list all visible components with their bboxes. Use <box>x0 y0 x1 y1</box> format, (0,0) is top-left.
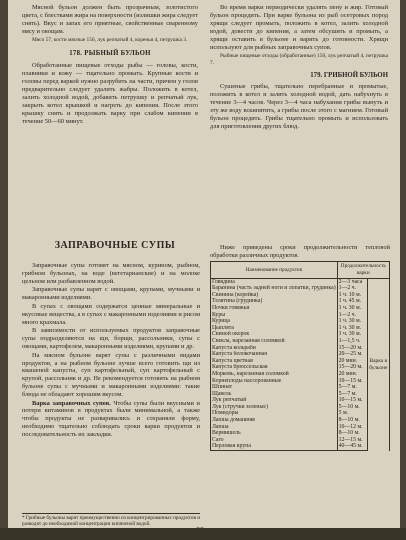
table-row <box>211 358 390 365</box>
table-row <box>211 298 390 305</box>
meat-broth-paragraph: Мясной бульон должен быть прозрачным, золотистого цвета, с блестками жира на поверхности (излишки жира следует снять). Вкус и запах его приятные, свойственные сваренному мясу и овощам. <box>22 4 198 35</box>
duration-cell: 12—15 м. <box>337 437 367 444</box>
table-note-cell: Варка в бульоне <box>367 278 389 450</box>
product-cell: Свинина (корейка) <box>211 292 338 299</box>
table-row <box>211 437 390 444</box>
footnote: * Грибные бульоны варят преимущественно из концентрированных продуктов и разводят до необходимой концентрации кипяченой водой. <box>22 515 200 528</box>
table-row <box>211 285 390 292</box>
product-cell: Капуста брюссельская <box>211 364 338 371</box>
fish-broth-paragraph: Обработанные пищевые отходы рыбы — головы, кости, плавники и кожу — тщательно промыть. Крупные кости и головы перед варкой нужно разрубить на части, причем у голов предварительно следует удалить жабры. Положить в котел, залить холодной водой, добавить петрушку и репчатый лук, закрыть котел крышкой и нагреть до кипения. После этого крышку снять и продолжать варку при слабом кипении в течение 50—60 минут. <box>22 61 198 125</box>
table-row <box>211 364 390 371</box>
table-row <box>211 384 390 391</box>
product-cell: Капуста белокочанная <box>211 351 338 358</box>
duration-cell: 15—20 м. <box>337 345 367 352</box>
duration-cell: 1 ч. 30 м. <box>337 305 367 312</box>
product-cell: Говядина <box>211 278 338 285</box>
product-cell: Корнеплоды пассерованные <box>211 378 338 385</box>
table-row <box>211 345 390 352</box>
book-page <box>8 0 400 540</box>
product-cell: Баранина (часть задней ноги и лопатки, грудинка) <box>212 285 336 292</box>
duration-cell: 5—10 м. <box>337 404 367 411</box>
product-cell: Капуста цветная <box>211 358 338 365</box>
table-row <box>211 417 390 424</box>
duration-cell: 1—2 ч. <box>337 285 367 292</box>
product-cell: Лук репчатый <box>211 397 338 404</box>
right-body-column <box>210 244 390 451</box>
table-row <box>211 371 390 378</box>
product-cell: Почки говяжьи <box>211 305 338 312</box>
table-row <box>211 292 390 299</box>
body-paragraph: Варка заправочных супов. Чтобы супы были вкусными и потери витаминов в продуктах были минимальной, а также чтобы продукты не разваривались и сохраняли форму, необходимо тщательно соблюдать сроки варки продуктов и последовательность их закладки. <box>22 399 200 438</box>
table-row <box>211 424 390 431</box>
product-cell: Лапша домашняя <box>211 417 338 424</box>
duration-cell: 5—7 м. <box>337 391 367 398</box>
product-cell: Перловая крупа <box>211 443 338 450</box>
product-cell: Капуста кольраби <box>211 345 338 352</box>
cooking-time-table <box>210 261 390 451</box>
duration-cell: 1 ч. 30 м. <box>337 318 367 325</box>
section-title: ЗАПРАВОЧНЫЕ СУПЫ <box>54 240 176 251</box>
duration-cell: 20—25 м. <box>337 351 367 358</box>
duration-cell: 8—10 м. <box>337 430 367 437</box>
table-row <box>211 404 390 411</box>
duration-cell: 5—7 м. <box>337 384 367 391</box>
duration-cell: 1—1,5 ч. <box>337 338 367 345</box>
table-row <box>211 325 390 332</box>
duration-cell: 10—15 м. <box>337 397 367 404</box>
product-cell: Морковь, нарезанная соломкой <box>211 371 338 378</box>
norm-line: Мясо 57, кости мясные 150, лук репчатый 4, коренья 4, петрушка 3. <box>32 37 188 43</box>
table-row <box>211 318 390 325</box>
product-cell: Помидоры <box>211 410 338 417</box>
duration-cell: 10—15 м. <box>337 378 367 385</box>
duration-cell: 1—2 ч. <box>337 312 367 319</box>
duration-cell: 1 ч. 45 м. <box>337 298 367 305</box>
duration-cell: 1 ч. 30 м. <box>337 325 367 332</box>
recipe-179-title: 179. ГРИБНОЙ БУЛЬОН <box>310 72 388 79</box>
table-row <box>211 331 390 338</box>
duration-cell: 1 ч. 10 м. <box>337 292 367 299</box>
duration-cell: 20 мин. <box>337 358 367 365</box>
table-header-product: Наименование продуктов <box>211 262 338 278</box>
right-top-column <box>210 4 388 132</box>
left-body-column <box>22 262 200 440</box>
duration-cell: 2—3 часа <box>337 278 367 285</box>
table-row <box>211 278 390 285</box>
mushroom-broth-paragraph: Сушеные грибы, тщательно перебранные и промытые, положить в котел и залить холодной водой, дать набухнуть в течение 3—4 часов. Через 3—4 часа набухания грибы вынуть и эту же воду вскипятить, а грибы после этого с магнием. Готовый бульон процедить. Грибы тщательно промыть и использовать для приготовления других блюд. <box>210 83 388 130</box>
duration-cell: 5 м. <box>337 410 367 417</box>
duration-cell: 8—10 м. <box>337 417 367 424</box>
product-cell: Свекла, нарезанная соломкой <box>211 338 338 345</box>
product-cell: Цыплята <box>211 325 338 332</box>
subheading: Варка заправочных супов. <box>32 399 111 407</box>
left-top-column <box>22 4 198 127</box>
body-paragraph: В зависимости от используемых продуктов заправочные супы подразделяются на щи, борщи, рассольники, супы с овощами, картофелем, макаронными изделиями, крупами и др. <box>22 327 200 350</box>
product-cell: Вермишель <box>211 430 338 437</box>
body-paragraph: В супах с овощами содержатся ценные минеральные и вкусовые вещества, а в супах с макаронными изделиями и рисом много крахмала. <box>22 302 200 326</box>
body-paragraph: Заправочные супы варят с овощами, крупами, мучными и макаронными изделиями. <box>22 286 200 302</box>
product-cell: Лапша <box>211 424 338 431</box>
product-cell: Курица <box>211 318 338 325</box>
table-row <box>211 397 390 404</box>
table-row <box>211 351 390 358</box>
table-row <box>211 391 390 398</box>
product-cell: Шпинат <box>211 384 338 391</box>
product-cell: Телятина (грудинка) <box>211 298 338 305</box>
duration-cell: 40—45 м. <box>337 443 367 450</box>
background-surface <box>0 528 406 540</box>
recipe-178-title: 178. РЫБНЫЙ БУЛЬОН <box>69 49 151 57</box>
table-row <box>211 443 390 450</box>
body-paragraph: Заправочные супы готовят на мясном, курином, рыбном, грибном бульонах, на воде (вегетарианские) и на молоке цельном или разбавленном водой. <box>22 262 200 285</box>
duration-cell: 10—12 м. <box>337 424 367 431</box>
product-cell: Лук (стручки зеленые) <box>211 404 338 411</box>
product-cell: Куры <box>211 312 338 319</box>
product-cell: Щавель <box>211 391 338 398</box>
duration-cell: 20 мин. <box>337 371 367 378</box>
table-intro: Ниже приведены сроки продолжительности тепловой обработки различных продуктов. <box>210 244 390 259</box>
table-row <box>211 338 390 345</box>
table-row <box>211 430 390 437</box>
table-row <box>211 378 390 385</box>
product-cell: Свиной окорок <box>211 331 338 338</box>
duration-cell: 15—20 м. <box>337 364 367 371</box>
table-row <box>211 312 390 319</box>
table-body <box>211 278 390 450</box>
product-cell: Саго <box>211 437 338 444</box>
body-paragraph: На мясном бульоне варят супы с различными видами продуктов, а на рыбном бульоне лучше всего готовить щи из квашеной капусты, суп картофельный, суп картофельный с крупой, рассольник и др. Не рекомендуется готовить на рыбном бульоне супы с мучными и макаронными изделиями: такие блюда не обладают хорошим вкусом. <box>22 351 200 398</box>
duration-cell: 1 ч. 30 м. <box>337 331 367 338</box>
table-row <box>211 305 390 312</box>
fish-broth-continued: Во время варки периодически удалять пену и жир. Готовый бульон процедить. При варке бульона из рыб осетровых пород хрящи следует промыть, положить в котел, залить холодной водой, довести до кипения, а затем обсушить и промыть, а хрящи оставить в бульоне и варить до готовности. Хрящи используют для рыбных заправочных супов. <box>210 4 388 51</box>
fish-norm-line: Рыбные пищевые отходы (обработанные) 150, лук репчатый 4, петрушка 7. <box>210 53 388 66</box>
table-row <box>211 410 390 417</box>
table-header-duration: Продолжительность варки <box>337 262 389 278</box>
